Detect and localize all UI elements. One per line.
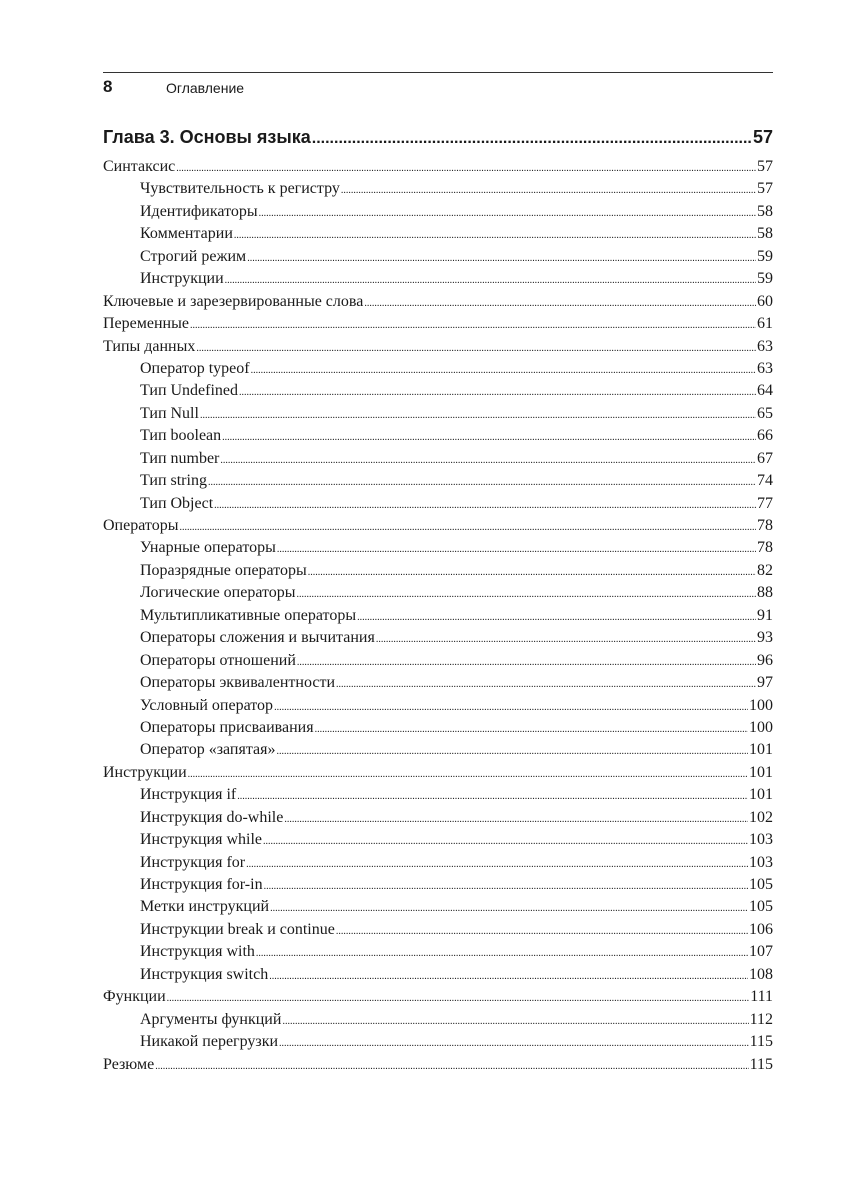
entry-page: 103	[749, 831, 773, 849]
entry-page: 115	[749, 1033, 773, 1051]
entry-page: 103	[749, 853, 773, 871]
dot-leader	[336, 919, 748, 943]
entry-title: Операторы присваивания	[140, 718, 314, 736]
toc-subentry[interactable]	[103, 896, 773, 918]
toc-subentry[interactable]	[103, 695, 773, 717]
dot-leader	[297, 650, 756, 674]
entry-title: Унарные операторы	[140, 539, 276, 557]
entry-title: Чувствительность к регистру	[140, 180, 340, 198]
toc-entries	[103, 156, 773, 1076]
dot-leader	[190, 313, 756, 337]
toc-subentry[interactable]	[103, 919, 773, 941]
toc-subentry[interactable]	[103, 246, 773, 268]
toc-subentry[interactable]	[103, 739, 773, 761]
toc-subentry[interactable]	[103, 1031, 773, 1053]
chapter-page: 57	[752, 127, 773, 147]
entry-page: 59	[757, 247, 773, 265]
entry-page: 57	[757, 180, 773, 198]
dot-leader	[222, 425, 756, 449]
entry-title: Операторы	[103, 517, 179, 534]
entry-title: Операторы сложения и вычитания	[140, 629, 375, 647]
entry-page: 106	[749, 920, 773, 938]
dot-leader	[196, 336, 756, 360]
entry-page: 96	[757, 651, 773, 669]
page-number: 8	[103, 77, 113, 96]
dot-leader	[341, 178, 756, 202]
entry-title: Метки инструкций	[140, 898, 270, 916]
entry-page: 105	[749, 876, 773, 893]
toc-subentry[interactable]	[103, 560, 773, 582]
entry-title: Тип boolean	[140, 427, 222, 445]
toc-subentry[interactable]	[103, 650, 773, 672]
entry-page: 77	[757, 494, 773, 512]
toc-subentry[interactable]	[103, 717, 773, 739]
entry-title: Инструкция switch	[140, 965, 269, 983]
entry-page: 59	[757, 270, 773, 288]
entry-page: 61	[757, 315, 773, 333]
entry-page: 88	[757, 584, 773, 602]
entry-title: Логические операторы	[140, 584, 296, 602]
entry-page: 112	[749, 1010, 773, 1028]
entry-title: Аргументы функций	[140, 1010, 282, 1028]
entry-title: Идентификаторы	[140, 202, 258, 220]
entry-title: Функции	[103, 988, 166, 1006]
chapter-title: Глава 3. Основы языка	[103, 127, 311, 147]
toc-entry[interactable]	[103, 762, 773, 784]
entry-page: 74	[757, 472, 773, 490]
entry-page: 82	[757, 561, 773, 579]
dot-leader	[376, 627, 756, 651]
entry-title: Инструкция while	[140, 831, 262, 849]
dot-leader	[336, 672, 756, 696]
toc-subentry[interactable]	[103, 784, 773, 806]
toc-entry[interactable]	[103, 291, 773, 313]
entry-title: Мультипликативные операторы	[140, 606, 357, 624]
entry-page: 101	[749, 741, 773, 759]
dot-leader	[315, 717, 748, 741]
dot-leader	[308, 560, 756, 584]
dot-leader	[364, 291, 756, 315]
dot-leader	[167, 986, 750, 1010]
toc-subentry[interactable]	[103, 672, 773, 694]
entry-title: Операторы отношений	[140, 651, 296, 669]
dot-leader	[239, 380, 756, 404]
dot-leader	[188, 762, 748, 786]
toc-subentry[interactable]	[103, 425, 773, 447]
entry-title: Типы данных	[103, 337, 196, 355]
entry-title: Поразрядные операторы	[140, 561, 307, 579]
entry-page: 58	[757, 202, 773, 220]
dot-leader	[277, 537, 756, 561]
entry-title: Инструкция do-while	[140, 808, 284, 826]
toc-entry[interactable]	[103, 986, 773, 1008]
toc-entry[interactable]	[103, 313, 773, 335]
entry-page: 78	[757, 539, 773, 557]
entry-title: Инструкция with	[140, 943, 255, 961]
entry-page: 102	[749, 808, 773, 826]
entry-title: Инструкция if	[140, 786, 237, 804]
toc-subentry[interactable]	[103, 201, 773, 223]
entry-page: 63	[757, 359, 773, 377]
entry-title: Тип Undefined	[140, 382, 239, 400]
entry-page: 78	[757, 517, 773, 534]
entry-page: 57	[757, 158, 773, 175]
dot-leader	[274, 695, 748, 719]
toc-subentry[interactable]	[103, 829, 773, 851]
dot-leader	[220, 448, 756, 472]
toc-subentry[interactable]	[103, 874, 773, 896]
toc-subentry[interactable]	[103, 964, 773, 986]
toc-subentry[interactable]	[103, 1009, 773, 1031]
dot-leader	[269, 964, 748, 988]
table-of-contents	[103, 123, 773, 1076]
entry-page: 93	[757, 629, 773, 647]
toc-subentry[interactable]	[103, 537, 773, 559]
entry-title: Строгий режим	[140, 247, 247, 265]
entry-page: 66	[757, 427, 773, 445]
toc-subentry[interactable]	[103, 178, 773, 200]
dot-leader	[200, 403, 756, 427]
toc-subentry[interactable]	[103, 358, 773, 380]
dot-leader	[237, 784, 748, 808]
toc-subentry[interactable]	[103, 470, 773, 492]
dot-leader	[297, 582, 756, 606]
entry-page: 65	[757, 404, 773, 422]
dot-leader	[264, 874, 748, 898]
entry-page: 60	[757, 292, 773, 310]
dot-leader	[284, 807, 748, 831]
entry-title: Синтаксис	[103, 158, 176, 175]
entry-title: Условный оператор	[140, 696, 274, 714]
entry-title: Тип Object	[140, 494, 214, 512]
entry-page: 111	[750, 988, 773, 1006]
entry-title: Инструкции	[103, 763, 187, 781]
header-rule	[103, 72, 773, 73]
entry-title: Резюме	[103, 1055, 155, 1073]
entry-title: Ключевые и зарезервированные слова	[103, 292, 364, 310]
toc-entry[interactable]	[103, 1054, 773, 1076]
dot-leader	[214, 493, 756, 517]
entry-page: 91	[757, 606, 773, 624]
toc-subentry[interactable]	[103, 448, 773, 470]
entry-page: 108	[749, 965, 773, 983]
dot-leader	[279, 1031, 749, 1055]
dot-leader	[247, 246, 756, 270]
entry-title: Операторы эквивалентности	[140, 674, 336, 692]
toc-entry[interactable]	[103, 156, 773, 178]
dot-leader	[208, 470, 756, 494]
entry-page: 64	[757, 382, 773, 400]
entry-page: 101	[749, 763, 773, 781]
dot-leader	[357, 605, 756, 629]
dot-leader	[263, 829, 748, 853]
entry-title: Тип string	[140, 472, 207, 490]
entry-title: Инструкция for	[140, 853, 246, 871]
entry-page: 100	[749, 696, 773, 714]
dot-leader	[179, 515, 756, 539]
dot-leader	[276, 739, 748, 763]
toc-subentry[interactable]	[103, 493, 773, 515]
entry-title: Инструкции break и continue	[140, 920, 335, 938]
chapter-heading[interactable]	[103, 123, 773, 154]
toc-subentry[interactable]	[103, 403, 773, 425]
dot-leader	[256, 941, 748, 965]
entry-title: Оператор typeof	[140, 359, 250, 377]
entry-title: Тип number	[140, 449, 220, 467]
toc-subentry[interactable]	[103, 807, 773, 829]
running-title: Оглавление	[166, 80, 245, 96]
entry-page: 100	[749, 718, 773, 736]
entry-title: Никакой перегрузки	[140, 1033, 279, 1051]
entry-title: Инструкции	[140, 270, 224, 288]
dot-leader	[234, 223, 756, 247]
dot-leader	[312, 123, 752, 153]
toc-entry[interactable]	[103, 515, 773, 537]
toc-subentry[interactable]	[103, 852, 773, 874]
toc-subentry[interactable]	[103, 627, 773, 649]
entry-title: Комментарии	[140, 225, 233, 243]
toc-subentry[interactable]	[103, 582, 773, 604]
entry-page: 107	[749, 943, 773, 961]
toc-subentry[interactable]	[103, 223, 773, 245]
dot-leader	[176, 156, 756, 180]
dot-leader	[259, 201, 756, 225]
dot-leader	[225, 268, 756, 292]
dot-leader	[282, 1009, 748, 1033]
toc-subentry[interactable]	[103, 605, 773, 627]
entry-title: Инструкция for-in	[140, 876, 263, 893]
dot-leader	[251, 358, 756, 382]
toc-entry[interactable]	[103, 336, 773, 358]
entry-page: 101	[749, 786, 773, 804]
toc-subentry[interactable]	[103, 941, 773, 963]
dot-leader	[246, 852, 748, 876]
toc-subentry[interactable]	[103, 268, 773, 290]
entry-page: 63	[757, 337, 773, 355]
entry-page: 97	[757, 674, 773, 692]
dot-leader	[270, 896, 748, 920]
entry-page: 105	[749, 898, 773, 916]
entry-title: Тип Null	[140, 404, 199, 422]
dot-leader	[155, 1054, 748, 1078]
entry-page: 67	[757, 449, 773, 467]
entry-title: Оператор «запятая»	[140, 741, 276, 759]
toc-subentry[interactable]	[103, 380, 773, 402]
entry-page: 58	[757, 225, 773, 243]
entry-page: 115	[749, 1055, 773, 1073]
entry-title: Переменные	[103, 315, 189, 333]
